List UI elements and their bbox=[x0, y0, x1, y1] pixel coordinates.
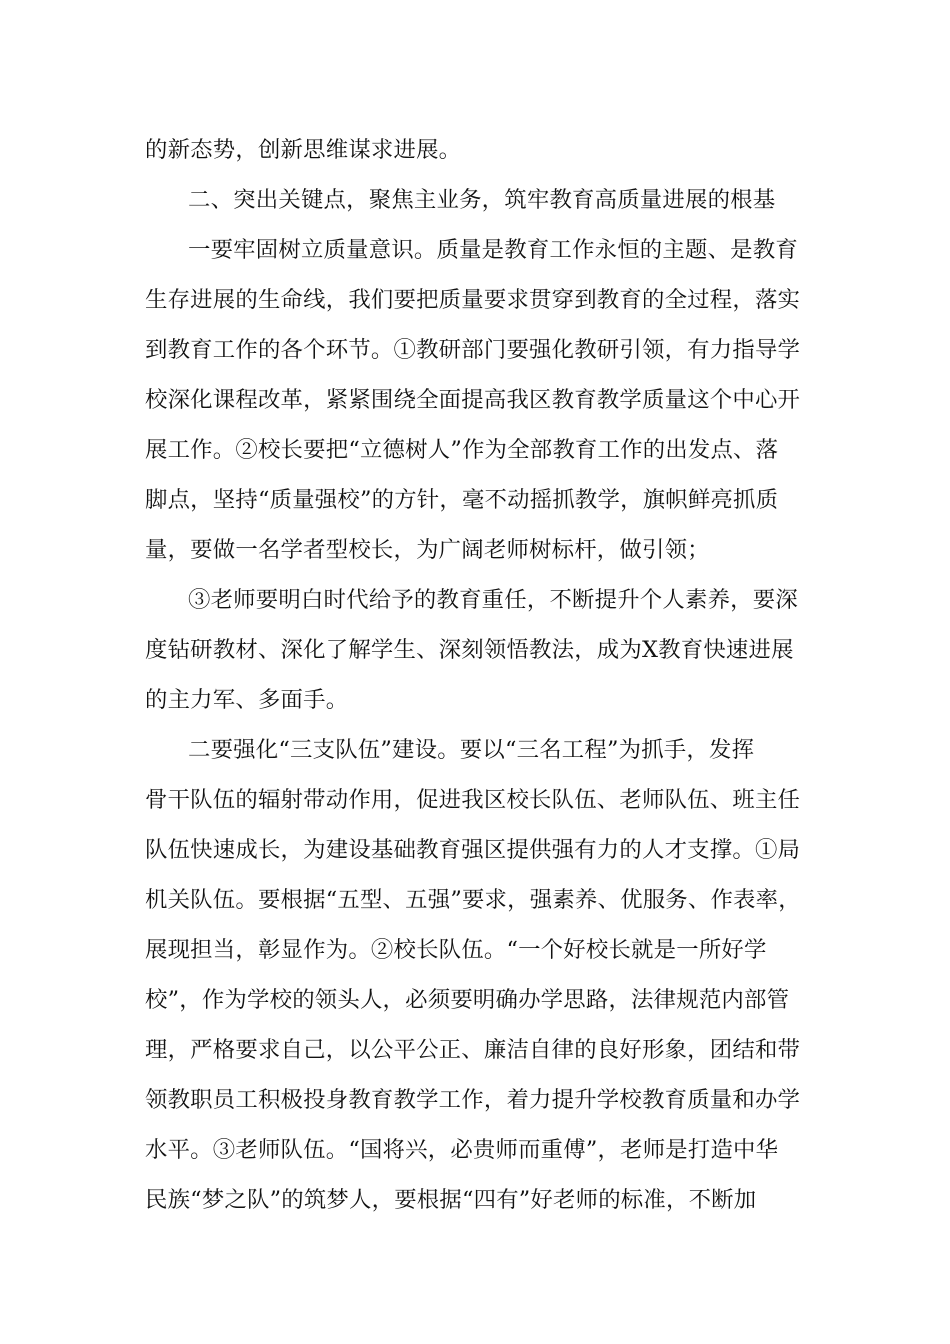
text-line: ③老师要明白时代给予的教育重任，不断提升个人素养，要深 bbox=[188, 587, 798, 613]
text-line: 水平。③老师队伍。“国将兴，必贵师而重傅”，老师是打造中华 bbox=[145, 1137, 779, 1163]
text-line: 一要牢固树立质量意识。质量是教育工作永恒的主题、是教育 bbox=[188, 237, 798, 263]
text-line: 校”，作为学校的领头人，必须要明确办学思路，法律规范内部管 bbox=[145, 987, 790, 1013]
text-line: 机关队伍。要根据“五型、五强”要求，强素养、优服务、作表率， bbox=[145, 887, 801, 913]
text-line: 民族“梦之队”的筑梦人，要根据“四有”好老师的标准，不断加 bbox=[145, 1187, 757, 1213]
text-line: 骨干队伍的辐射带动作用，促进我区校长队伍、老师队伍、班主任 bbox=[145, 787, 801, 813]
text-line: 的主力军、多面手。 bbox=[145, 687, 349, 713]
section-heading: 二、突出关键点，聚焦主业务，筑牢教育高质量进展的根基 bbox=[188, 187, 776, 213]
text-line: 脚点，坚持“质量强校”的方针，毫不动摇抓教学，旗帜鲜亮抓质 bbox=[145, 487, 779, 513]
text-line: 生存进展的生命线，我们要把质量要求贯穿到教育的全过程，落实 bbox=[145, 287, 801, 313]
text-line: 到教育工作的各个环节。①教研部门要强化教研引领，有力指导学 bbox=[145, 337, 801, 363]
text-line: 度钻研教材、深化了解学生、深刻领悟教法，成为X教育快速进展 bbox=[145, 637, 794, 663]
text-line: 量，要做一名学者型校长，为广阔老师树标杆，做引领； bbox=[145, 537, 710, 563]
text-line: 队伍快速成长，为建设基础教育强区提供强有力的人才支撑。①局 bbox=[145, 837, 801, 863]
text-line: 展工作。②校长要把“立德树人”作为全部教育工作的出发点、落 bbox=[145, 437, 779, 463]
text-line: 领教职员工积极投身教育教学工作，着力提升学校教育质量和办学 bbox=[145, 1087, 801, 1113]
text-line: 的新态势，创新思维谋求进展。 bbox=[145, 137, 462, 163]
text-line: 展现担当，彰显作为。②校长队伍。“一个好校长就是一所好学 bbox=[145, 937, 767, 963]
text-line: 校深化课程改革，紧紧围绕全面提高我区教育教学质量这个中心开 bbox=[145, 387, 801, 413]
text-line: 理，严格要求自己，以公平公正、廉洁自律的良好形象，团结和带 bbox=[145, 1037, 801, 1063]
text-line: 二要强化“三支队伍”建设。要以“三名工程”为抓手，发挥 bbox=[188, 737, 755, 763]
